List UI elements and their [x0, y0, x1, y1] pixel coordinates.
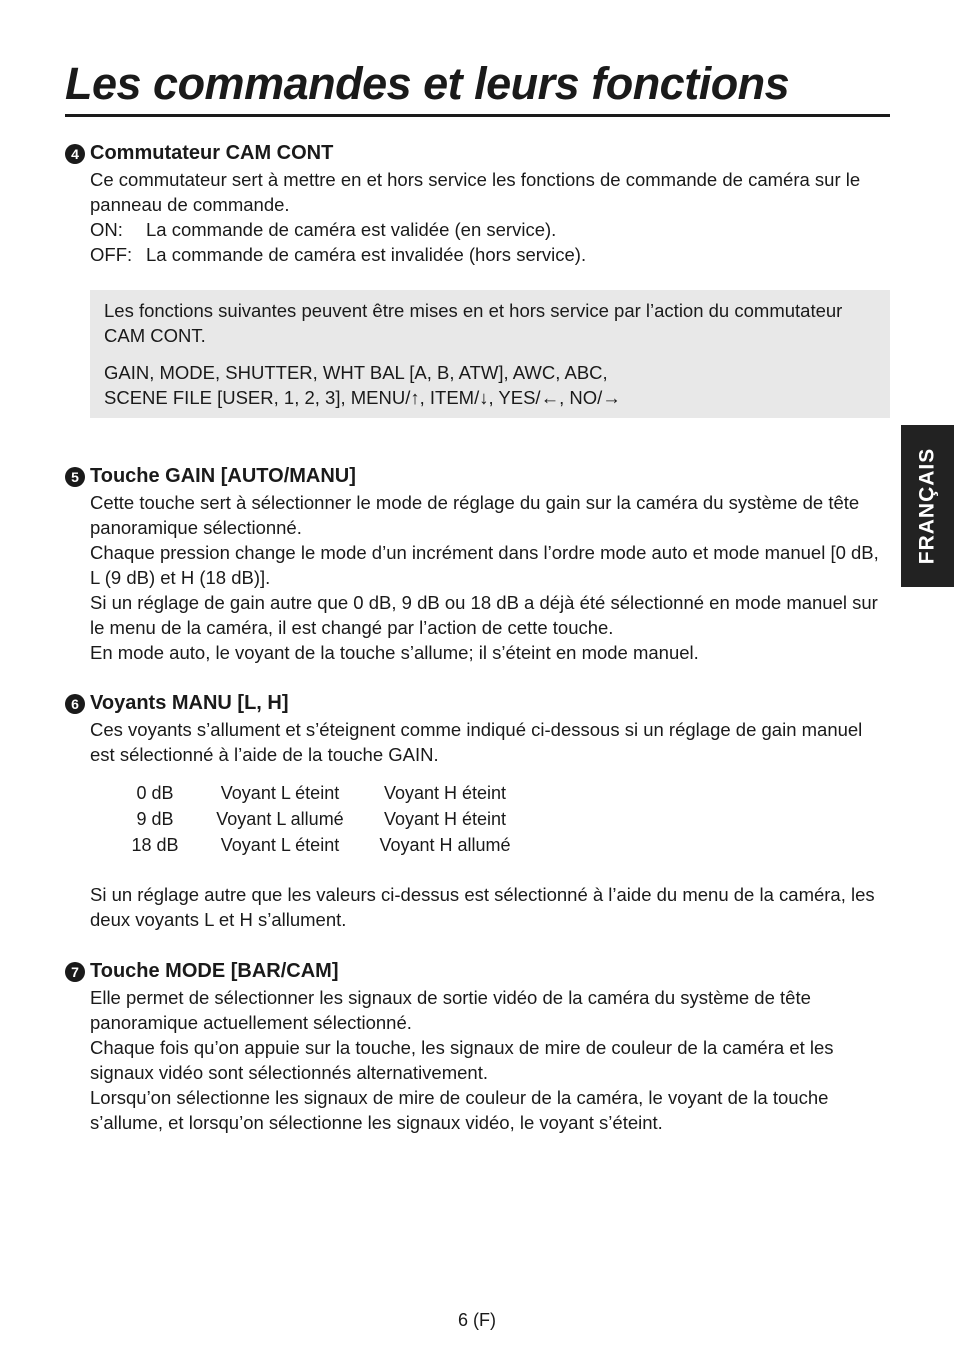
table-cell-h: Voyant H allumé	[379, 835, 511, 855]
table-cell-h: Voyant H éteint	[383, 783, 507, 803]
gain-indicator-table	[120, 780, 520, 858]
table-row	[120, 806, 520, 832]
note-text: Les fonctions suivantes peuvent être mises en et hors service par l’action du commutateur CAM CONT.	[104, 300, 843, 346]
table-cell-l: Voyant L éteint	[220, 835, 340, 855]
table-cell-h: Voyant H éteint	[383, 809, 507, 829]
section-heading-text: Voyants MANU [L, H]	[90, 692, 289, 714]
page-title: Les commandes et leurs fonctions	[65, 58, 790, 109]
section-number-badge: 6	[65, 694, 85, 714]
paragraph: Chaque fois qu’on appuie sur la touche, les signaux de mire de couleur de la caméra et les signaux vidéo sont sélectionnés alternativement.	[90, 1037, 834, 1083]
paragraph: Ces voyants s’allument et s’éteignent comme indiqué ci-dessous si un réglage de gain manuel est sélectionné à l’aide de la touche GAIN.	[90, 719, 863, 765]
on-row	[90, 217, 890, 242]
section-heading-text: Touche GAIN [AUTO/MANU]	[90, 465, 356, 487]
section-body-mode	[90, 985, 890, 1135]
paragraph: Si un réglage de gain autre que 0 dB, 9 dB ou 18 dB a déjà été sélectionné en mode manuel sur le menu de la caméra, il est changé par l’action de cette touche.	[90, 592, 878, 638]
language-tab-label: FRANÇAIS	[915, 447, 939, 565]
section-heading-cam-cont	[65, 141, 333, 166]
paragraph: Ce commutateur sert à mettre en et hors service les fonctions de commande de caméra sur le panneau de commande.	[90, 169, 861, 215]
table-cell-l: Voyant L éteint	[220, 783, 340, 803]
section-heading-text: Touche MODE [BAR/CAM]	[90, 960, 339, 982]
title-divider	[65, 114, 890, 117]
paragraph: Si un réglage autre que les valeurs ci-dessus est sélectionné à l’aide du menu de la caméra, les deux voyants L et H s’allument.	[90, 884, 875, 930]
section-number-badge: 7	[65, 962, 85, 982]
section-heading-manu	[65, 691, 289, 716]
table-cell-gain: 9 dB	[136, 809, 174, 829]
paragraph: Chaque pression change le mode d’un incrément dans l’ordre mode auto et mode manuel [0 dB, L (9 dB) et H (18 dB)].	[90, 542, 879, 588]
section-heading-gain	[65, 464, 356, 489]
off-description: La commande de caméra est invalidée (hors service).	[146, 244, 587, 265]
section-heading-text: Commutateur CAM CONT	[90, 142, 334, 164]
section-body-cam-cont	[90, 167, 890, 267]
section-number-badge: 5	[65, 467, 85, 487]
section-body-manu	[90, 717, 890, 767]
paragraph: Cette touche sert à sélectionner le mode de réglage du gain sur la caméra du système de tête panoramique sélectionné.	[90, 492, 860, 538]
section-number-badge: 4	[65, 144, 85, 164]
section-body-gain	[90, 490, 890, 665]
page-number: 6 (F)	[458, 1310, 496, 1330]
on-key: ON:	[90, 219, 123, 240]
table-cell-gain: 18 dB	[131, 835, 179, 855]
language-tab	[901, 425, 954, 587]
off-row	[90, 242, 890, 267]
table-row	[120, 780, 520, 806]
paragraph: En mode auto, le voyant de la touche s’allume; il s’éteint en mode manuel.	[90, 642, 699, 663]
section-body-manu-note	[90, 882, 890, 932]
table-row	[120, 832, 520, 858]
table-cell-l: Voyant L allumé	[216, 809, 344, 829]
note-box	[90, 290, 890, 418]
section-heading-mode	[65, 959, 339, 984]
paragraph: Lorsqu’on sélectionne les signaux de mire de couleur de la caméra, le voyant de la touche s’allume, et lorsqu’on sélectionne les signaux vidéo, le voyant s’éteint.	[90, 1087, 829, 1133]
table-cell-gain: 0 dB	[136, 783, 174, 803]
off-key: OFF:	[90, 244, 133, 265]
on-description: La commande de caméra est validée (en service).	[146, 219, 557, 240]
paragraph: Elle permet de sélectionner les signaux de sortie vidéo de la caméra du système de tête panoramique actuellement sélectionné.	[90, 987, 811, 1033]
note-function-list-1: GAIN, MODE, SHUTTER, WHT BAL [A, B, ATW], AWC, ABC,	[104, 362, 608, 383]
note-function-list-2: SCENE FILE [USER, 1, 2, 3], MENU/↑, ITEM/↓, YES/←, NO/→	[104, 387, 621, 408]
